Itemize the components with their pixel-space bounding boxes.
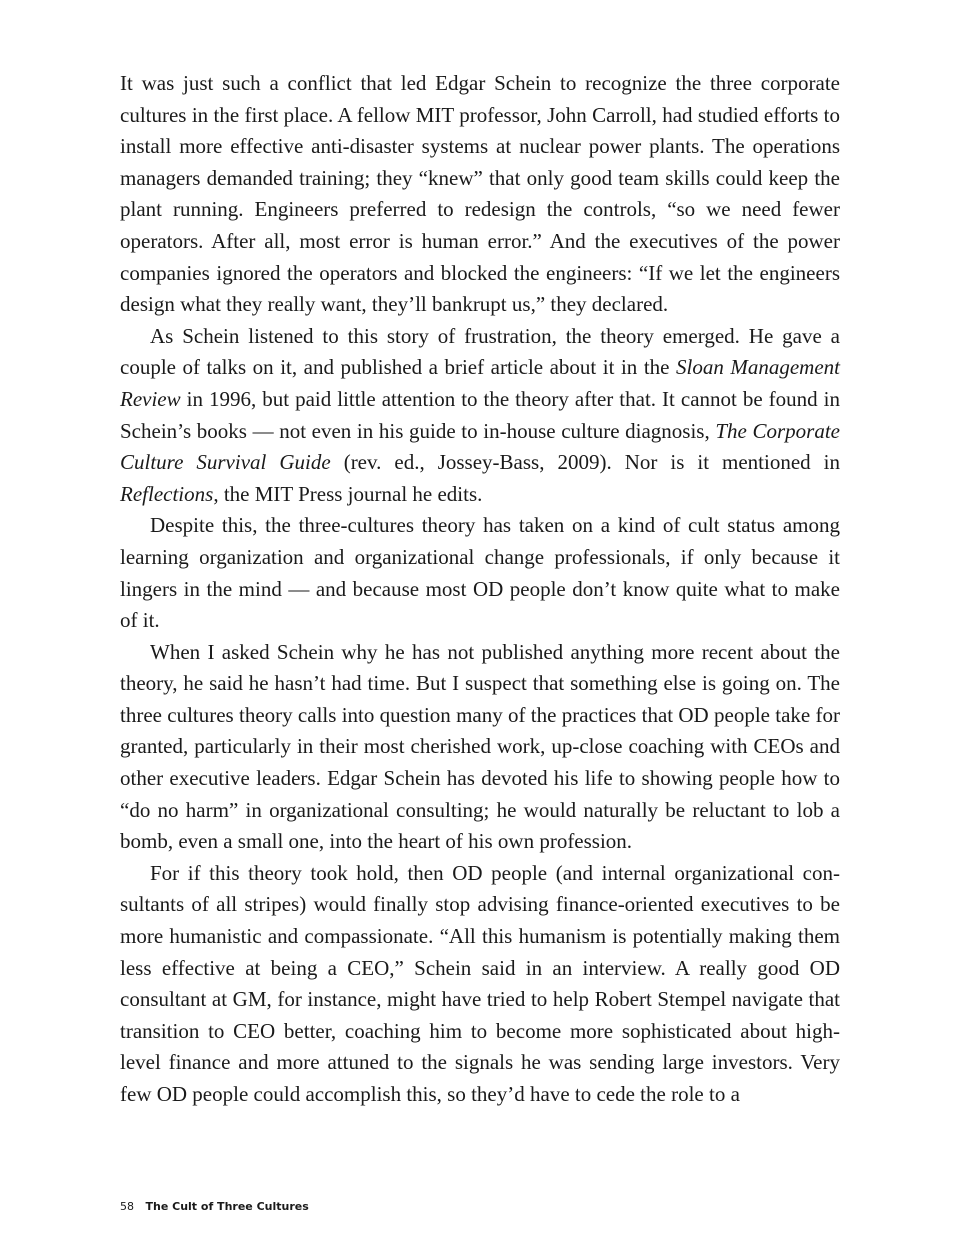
page-footer [120, 1200, 309, 1213]
paragraph-text: It was just such a conflict that led Edgar Schein to recognize the three corporate cultures in the first place. A fellow MIT professor, John Carroll, had studied efforts to install more effective anti-disaster systems at nuclear power plants. The operations managers demanded training; they “knew” that only good team skills could keep the plant running. Engineers preferred to redesign the controls, “so we need fewer operators. After all, most error is human error.” And the executives of the power companies ignored the operators and blocked the engineers: “If we let the engineers design what they really want, they’ll bankrupt us,” they declared. [120, 71, 840, 317]
paragraph-text: As Schein listened to this story of frustration, the theory emerged. He gave a couple of talks on it, and published a brief article about it in the [120, 323, 840, 380]
paragraph [120, 637, 840, 858]
italic-title-text: The Corporate Culture Survival Guide [120, 418, 840, 475]
running-title: The Cult of Three Cultures [145, 1200, 309, 1213]
paragraph [120, 510, 840, 636]
paragraph [120, 858, 840, 1111]
paragraph-text: For if this theory took hold, then OD people (and internal organizational consultants of all stripes) would finally stop advising finance-oriented executives to be more humanistic and compassionate. “All this humanism is potentially making them less effective at being a CEO,” Schein said in an interview. A really good OD consultant at GM, for instance, might have tried to help Robert Stempel navigate that transition to CEO better, coaching him to become more sophisticated about high-level finance and more attuned to the signals he was sending large investors. Very few OD people could accomplish this, so they’d have to cede the role to a [120, 860, 840, 1106]
paragraph-text: When I asked Schein why he has not published anything more recent about the theory, he said he hasn’t had time. But I suspect that something else is going on. The three cultures theory calls into question many of the practices that OD people take for granted, particularly in their most cherished work, up-close coaching with CEOs and other executive leaders. Edgar Schein has devoted his life to showing people how to “do no harm” in organizational consulting; he would naturally be reluctant to lob a bomb, even a small one, into the heart of his own profession. [120, 639, 840, 854]
page-number: 58 [120, 1200, 134, 1213]
paragraph-text: , the MIT Press journal he edits. [213, 481, 483, 506]
paragraph-text: Despite this, the three-cultures theory has taken on a kind of cult status among learning organization and organizational change professionals, if only because it lingers in the mind — and because most OD people don’t know quite what to make of it. [120, 513, 840, 633]
body-text [120, 68, 840, 1111]
paragraph [120, 321, 840, 511]
paragraph [120, 68, 840, 321]
italic-title-text: Reflections [120, 481, 214, 506]
paragraph-text: (rev. ed., Jossey-Bass, 2009). Nor is it mentioned in [330, 450, 841, 475]
italic-title-text: Sloan Management Review [120, 355, 840, 411]
paragraph-text: in 1996, but paid little attention to the theory after that. It cannot be found in Schein’s books — not even in his guide to in-house culture diagnosis, [120, 386, 840, 443]
